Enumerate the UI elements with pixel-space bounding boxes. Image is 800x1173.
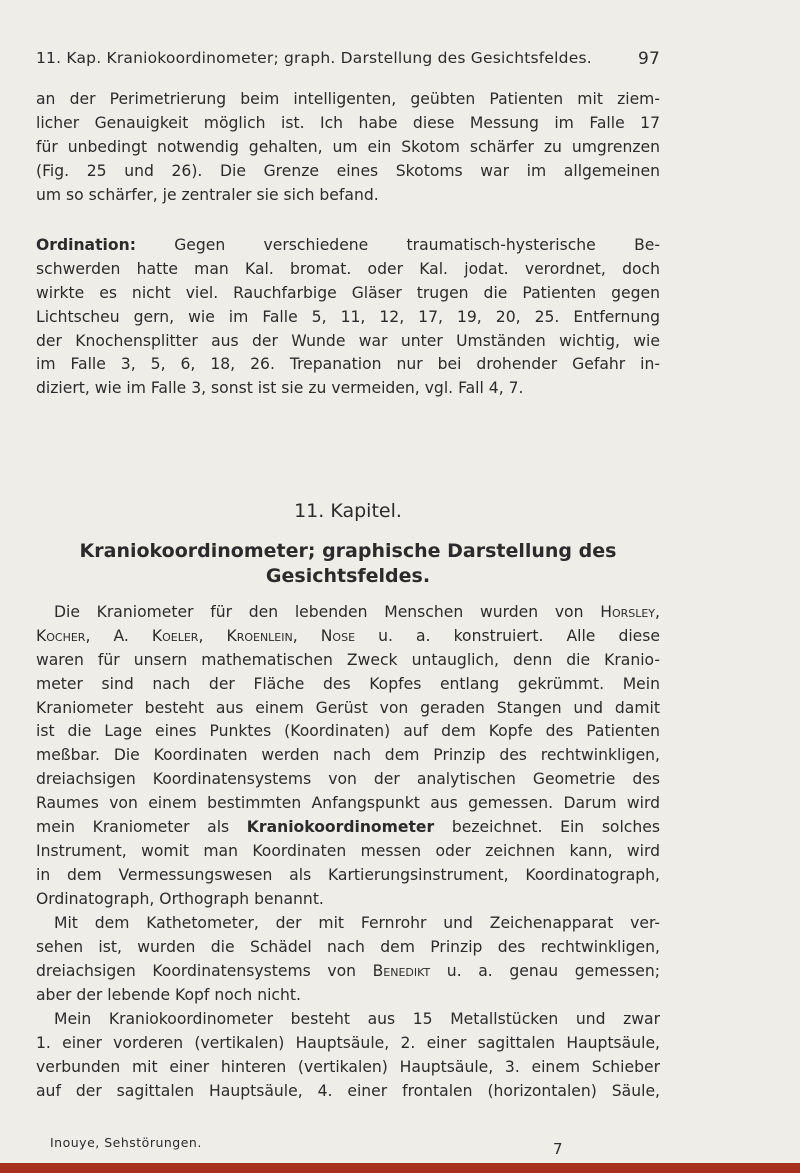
author-name: Nose [320,626,356,645]
text-line: für unbedingt notwendig gehalten, um ein Skotom schärfer zu umgrenzen [36,137,660,156]
text-run: Gegen verschiedene traumatisch-hysterische Be- [135,236,660,254]
text-line: Raumes von einem bestimmten Anfangspunkt aus gemessen. Darum wird [36,794,660,813]
bottom-edge-bar [0,1163,800,1173]
text-line [36,234,660,258]
text-line [36,625,660,649]
paragraph-kathetometer [36,912,660,1008]
author-name: Horsley [600,603,656,621]
chapter-title-line: Gesichtsfeldes. [265,565,431,587]
text-line: meßbar. Die Koordinaten werden nach dem Prinzip des rechtwinkligen, [36,746,660,765]
text-line: an der Perimetrierung beim intelligenten, geübten Patienten mit ziem- [36,90,660,108]
text-run: Die Kraniometer für den lebenden Menschen wurden von [54,603,601,621]
running-head-title: 11. Kap. Kraniokoordinometer; graph. Darstellung des Gesichtsfeldes. [36,49,592,67]
paragraph-perimetrierung [36,88,660,207]
text-line: der Knochensplitter aus der Wunde war unter Umständen wichtig, wie [36,331,660,350]
text-line: schwerden hatte man Kal. bromat. oder Kal. jodat. verordnet, doch [36,259,660,278]
page-number: 97 [637,49,660,69]
text-run: u. a. genau gemessen; [430,961,661,980]
paragraph-kraniometer [36,601,660,912]
ordination-heading: Ordination: [36,236,136,254]
chapter-number: 11. Kapitel. [294,500,402,522]
text-run: u. a. konstruiert. Alle diese [355,626,660,645]
text-run: , [85,626,114,645]
text-line: in dem Vermessungswesen als Kartierungsinstrument, Koordinatograph, [36,865,660,884]
text-line: 1. einer vorderen (vertikalen) Hauptsäule, 2. einer sagittalen Hauptsäule, [36,1033,660,1052]
sheet-number: 7 [553,1140,563,1158]
paragraph-ordination [36,234,660,401]
term-kraniokoordinometer: Kraniokoordinometer [246,818,435,837]
text-line: licher Genauigkeit möglich ist. Ich habe diese Messung im Falle 17 [36,113,660,132]
text-line: ist die Lage eines Punktes (Koordinaten) auf dem Kopfe des Patienten [36,722,660,741]
signature-line: Inouye, Sehstörungen. [50,1135,202,1150]
running-head [36,49,660,67]
text-line: im Falle 3, 5, 6, 18, 26. Trepanation nur bei drohender Gefahr in- [36,355,660,374]
text-line: Instrument, womit man Koordinaten messen oder zeichnen kann, wird [36,841,660,860]
text-line: Kraniometer besteht aus einem Gerüst von geraden Stangen und damit [36,698,660,717]
text-line [36,816,660,840]
text-run: , [198,626,227,645]
text-line: diziert, wie im Falle 3, sonst ist sie zu vermeiden, vgl. Fall 4, 7. [36,379,524,398]
author-name: Kocher [36,626,86,645]
text-line: wirkte es nicht viel. Rauchfarbige Gläser trugen die Patienten gegen [36,283,660,302]
author-name: A. Koeler [113,626,199,645]
text-line: auf der sagittalen Hauptsäule, 4. einer frontalen (horizontalen) Säule, [36,1081,660,1100]
text-run: , [292,626,321,645]
text-run: , [655,603,660,621]
text-line: meter sind nach der Fläche des Kopfes entlang gekrümmt. Mein [36,674,660,693]
text-line: sehen ist, wurden die Schädel nach dem Prinzip des rechtwinkligen, [36,937,660,956]
text-line [36,601,660,625]
chapter-title [36,539,660,589]
text-line: Ordinatograph, Orthograph benannt. [36,889,324,908]
chapter-title-line: Kraniokoordinometer; graphische Darstellung des [79,540,617,562]
text-run: mein Kraniometer als [36,818,247,837]
text-run: bezeichnet. Ein solches [434,818,660,837]
text-line: Lichtscheu gern, wie im Falle 5, 11, 12, 17, 19, 20, 25. Entfernung [36,307,660,326]
text-line: um so schärfer, je zentraler sie sich befand. [36,185,379,204]
text-line: (Fig. 25 und 26). Die Grenze eines Skotoms war im allgemeinen [36,161,660,180]
author-name: Benedikt [372,961,431,980]
paragraph-bestandteile [36,1008,660,1104]
text-line: Mit dem Kathetometer, der mit Fernrohr und Zeichenapparat ver- [54,914,660,932]
text-line: dreiachsigen Koordinatensystems von der analytischen Geometrie des [36,770,660,789]
text-run: dreiachsigen Koordinatensystems von [36,961,373,980]
text-line: aber der lebende Kopf noch nicht. [36,985,301,1004]
author-name: Kroenlein [226,626,293,645]
text-line [36,960,660,984]
text-line: waren für unsern mathematischen Zweck untauglich, denn die Kranio- [36,650,660,669]
text-line: Mein Kraniokoordinometer besteht aus 15 Metallstücken und zwar [54,1010,660,1028]
text-line: verbunden mit einer hinteren (vertikalen) Hauptsäule, 3. einem Schieber [36,1057,660,1076]
